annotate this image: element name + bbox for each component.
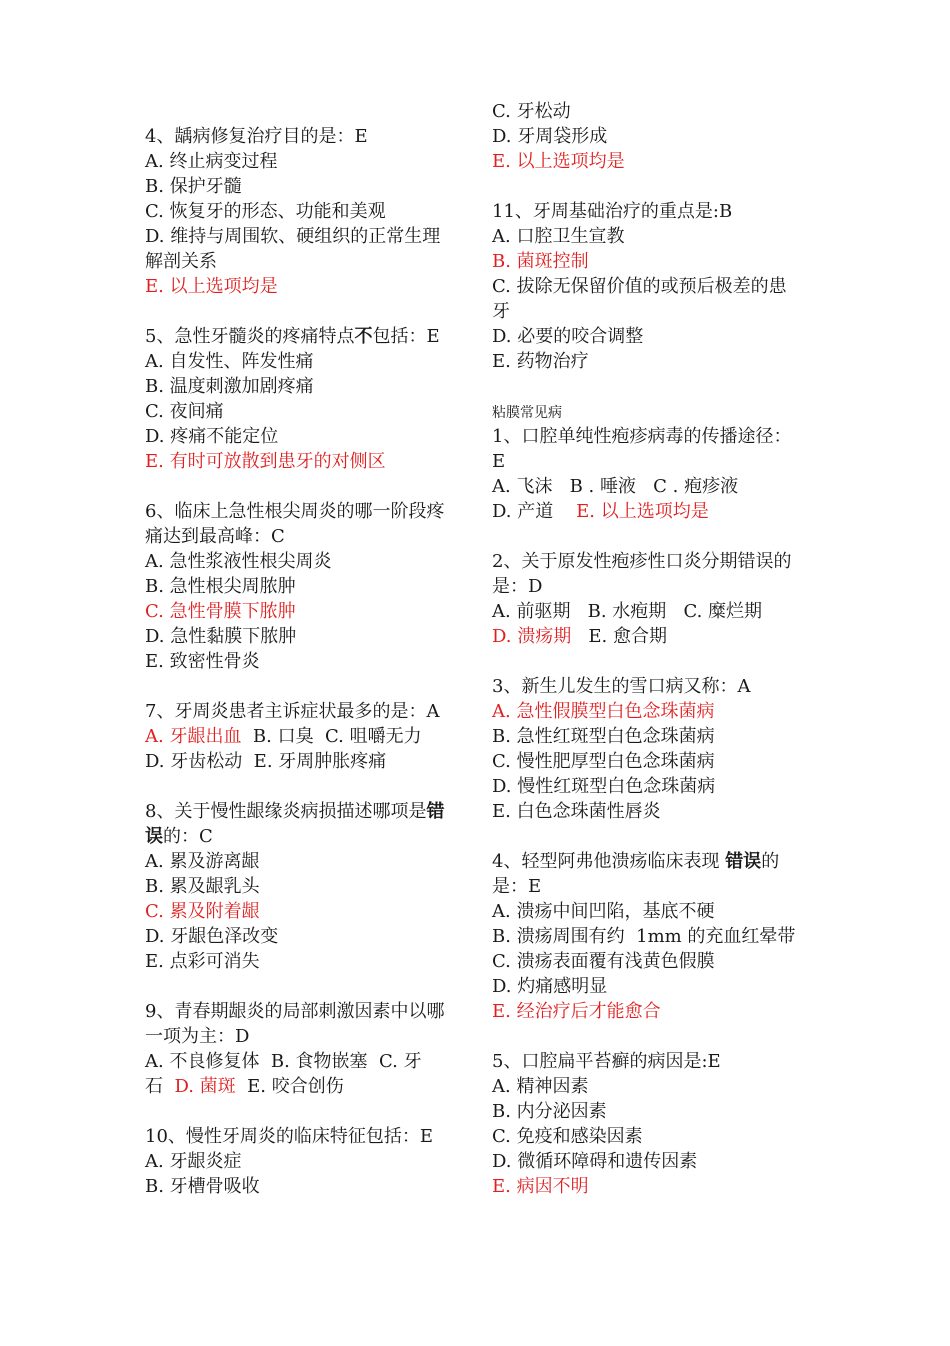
question-stem: [492, 849, 779, 874]
option-c: C. 牙松动: [492, 101, 571, 122]
option-d-answer: D. 菌斑: [174, 1076, 236, 1097]
option-e-answer: E. 有时可放散到患牙的对侧区: [145, 451, 386, 472]
option-e-answer: E. 以上选项均是: [492, 151, 625, 172]
question-stem: 9、青春期龈炎的局部刺激因素中以哪: [145, 1001, 445, 1022]
option-e-answer: E. 以上选项均是: [576, 501, 709, 522]
stem-text: 4、轻型阿弗他溃疡临床表现: [492, 851, 726, 872]
question-stem: 2、关于原发性疱疹性口炎分期错误的: [492, 551, 792, 572]
question-stem: 11、牙周基础治疗的重点是:B: [492, 201, 733, 222]
stem-text: 包括：E: [372, 326, 440, 347]
stem-text: 5、急性牙髓炎的疼痛特点: [145, 326, 355, 347]
option-b: B. 牙槽骨吸收: [145, 1176, 260, 1197]
question-stem: 10、慢性牙周炎的临床特征包括：E: [145, 1126, 434, 1147]
option-a: A. 终止病变过程: [145, 151, 278, 172]
option-d: D. 维持与周围软、硬组织的正常生理: [145, 226, 441, 247]
option-e-answer: E. 以上选项均是: [145, 276, 278, 297]
question-stem-cont: 痛达到最高峰：C: [145, 526, 285, 547]
stem-text: 8、关于慢性龈缘炎病损描述哪项是: [145, 801, 427, 822]
option-e-answer: E. 经治疗后才能愈合: [492, 1001, 661, 1022]
option-e: E. 咬合创伤: [235, 1076, 344, 1097]
option-d: D. 产道: [492, 501, 577, 522]
question-stem-cont: [145, 824, 213, 849]
options-de: [492, 624, 667, 649]
question-stem: 3、新生儿发生的雪口病又称：A: [492, 676, 751, 697]
question-stem: [145, 799, 444, 824]
question-stem: [145, 324, 440, 349]
option-e: E. 致密性骨炎: [145, 651, 260, 672]
question-stem-cont: E: [492, 451, 506, 472]
option-b: B. 温度刺激加剧疼痛: [145, 376, 314, 397]
option-c: C. 拔除无保留价值的或预后极差的患: [492, 276, 787, 297]
option-b: B. 溃疡周围有约 1mm 的充血红晕带: [492, 926, 796, 947]
option-c-cont: 牙: [492, 301, 510, 322]
option-a-answer: A. 牙龈出血: [145, 726, 242, 747]
question-stem-cont: 是：E: [492, 876, 542, 897]
option-d: D. 必要的咬合调整: [492, 326, 644, 347]
option-e: E. 愈合期: [571, 626, 667, 647]
stem-text: 的：C: [163, 826, 213, 847]
options-de: D. 牙齿松动 E. 牙周肿胀疼痛: [145, 751, 387, 772]
option-e-answer: E. 病因不明: [492, 1176, 589, 1197]
option-d: D. 牙周袋形成: [492, 126, 608, 147]
options-de: [492, 499, 709, 524]
option-c: C. 溃疡表面覆有浅黄色假膜: [492, 951, 715, 972]
option-d-answer: D. 溃疡期: [492, 626, 572, 647]
option-a: A. 精神因素: [492, 1076, 589, 1097]
option-a: A. 牙龈炎症: [145, 1151, 242, 1172]
option-c: C. 慢性肥厚型白色念珠菌病: [492, 751, 715, 772]
option-d: D. 牙龈色泽改变: [145, 926, 279, 947]
options-abc: A. 飞沫 B . 唾液 C . 疱疹液: [492, 476, 739, 497]
option-b: B. 急性红斑型白色念珠菌病: [492, 726, 715, 747]
option-c: C. 恢复牙的形态、功能和美观: [145, 201, 386, 222]
question-stem: 6、临床上急性根尖周炎的哪一阶段疼: [145, 501, 445, 522]
option-e: E. 白色念珠菌性唇炎: [492, 801, 661, 822]
option-a: A. 口腔卫生宣教: [492, 226, 625, 247]
option-text: 石: [145, 1076, 175, 1097]
options-row: A. 不良修复体 B. 食物嵌塞 C. 牙: [145, 1051, 422, 1072]
options-bc: B. 口臭 C. 咀嚼无力: [252, 726, 422, 747]
option-d: D. 疼痛不能定位: [145, 426, 279, 447]
question-stem: 4、龋病修复治疗目的是：E: [145, 126, 368, 147]
options-abc: A. 前驱期 B. 水疱期 C. 糜烂期: [492, 601, 763, 622]
question-stem: 5、口腔扁平苔癣的病因是:E: [492, 1051, 721, 1072]
option-a: A. 自发性、阵发性痛: [145, 351, 314, 372]
option-e: E. 药物治疗: [492, 351, 589, 372]
option-c: C. 免疫和感染因素: [492, 1126, 643, 1147]
options-row-cont: [145, 1074, 344, 1099]
stem-bold: 误: [145, 826, 163, 847]
option-b: B. 急性根尖周脓肿: [145, 576, 296, 597]
option-d: D. 慢性红斑型白色念珠菌病: [492, 776, 716, 797]
option-b: B. 保护牙髓: [145, 176, 242, 197]
option-c-answer: C. 急性骨膜下脓肿: [145, 601, 296, 622]
option-a-answer: A. 急性假膜型白色念珠菌病: [492, 701, 715, 722]
question-stem: 7、牙周炎患者主诉症状最多的是：A: [145, 701, 440, 722]
option-c: C. 夜间痛: [145, 401, 224, 422]
stem-bold: 错: [426, 801, 445, 822]
stem-bold: 不: [354, 326, 373, 347]
option-d: D. 灼痛感明显: [492, 976, 608, 997]
options-row: [145, 724, 422, 749]
question-stem-cont: 是：D: [492, 576, 543, 597]
option-d-cont: 解剖关系: [145, 251, 217, 272]
option-d: D. 急性黏膜下脓肿: [145, 626, 297, 647]
option-a: A. 溃疡中间凹陷，基底不硬: [492, 901, 715, 922]
option-e: E. 点彩可消失: [145, 951, 260, 972]
option-c-answer: C. 累及附着龈: [145, 901, 260, 922]
option-b: B. 内分泌因素: [492, 1101, 607, 1122]
stem-bold: 错误: [725, 851, 762, 872]
stem-text: 的: [761, 851, 780, 872]
option-b: B. 累及龈乳头: [145, 876, 260, 897]
option-d: D. 微循环障碍和遗传因素: [492, 1151, 698, 1172]
option-a: A. 急性浆液性根尖周炎: [145, 551, 332, 572]
section-title: 粘膜常见病: [492, 405, 562, 421]
question-stem: 1、口腔单纯性疱疹病毒的传播途径：: [492, 426, 792, 447]
option-a: A. 累及游离龈: [145, 851, 260, 872]
question-stem-cont: 一项为主：D: [145, 1026, 250, 1047]
option-b-answer: B. 菌斑控制: [492, 251, 589, 272]
